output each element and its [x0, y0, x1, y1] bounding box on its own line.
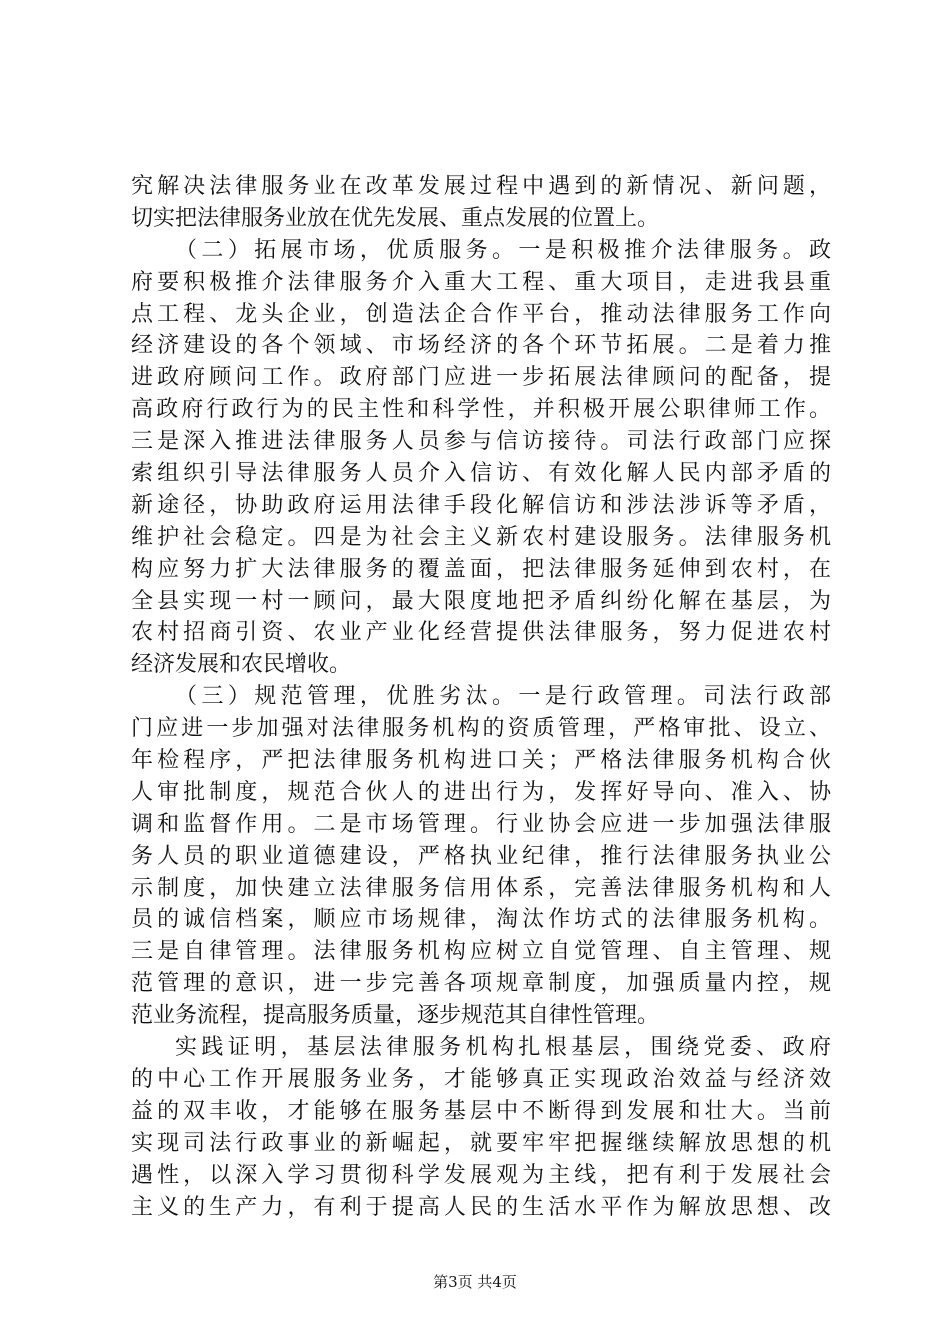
text-line: 农村招商引资、农业产业化经营提供法律服务，努力促进农村	[131, 620, 831, 646]
text-line: 范业务流程，提高服务质量，逐步规范其自律性管理。	[131, 1003, 660, 1029]
text-line: 进政府顾问工作。政府部门应进一步拓展法律顾问的配备，提	[131, 365, 831, 391]
text-line: 构应努力扩大法律服务的覆盖面，把法律服务延伸到农村，在	[131, 556, 831, 582]
text-line: 范管理的意识，进一步完善各项规章制度，加强质量内控，规	[131, 971, 831, 997]
paragraph-start-line: （三）规范管理，优胜劣汰。一是行政管理。司法行政部	[175, 684, 831, 710]
text-line: 索组织引导法律服务人员介入信访、有效化解人民内部矛盾的	[131, 461, 831, 487]
text-line: 的中心工作开展服务业务，才能够真正实现政治效益与经济效	[131, 1066, 831, 1092]
text-line: 究解决法律服务业在改革发展过程中遇到的新情况、新问题，	[131, 174, 831, 199]
text-line: 经济建设的各个领域、市场经济的各个环节拓展。二是着力推	[131, 333, 831, 359]
text-line: 点工程、龙头企业，创造法企合作平台，推动法律服务工作向	[131, 301, 831, 327]
text-line: 新途径，协助政府运用法律手段化解信访和涉法涉诉等矛盾，	[131, 492, 831, 518]
text-line: 遇性，以深入学习贯彻科学发展观为主线，把有利于发展社会	[131, 1162, 831, 1188]
text-line: 员的诚信档案，顺应市场规律，淘汰作坊式的法律服务机构。	[131, 907, 831, 933]
text-line: 人审批制度，规范合伙人的进出行为，发挥好导向、准入、协	[131, 779, 831, 805]
text-line: 全县实现一村一顾问，最大限度地把矛盾纠纷化解在基层，为	[131, 588, 831, 614]
text-line: 府要积极推介法律服务介入重大工程、重大项目，走进我县重	[131, 269, 831, 295]
text-line: 调和监督作用。二是市场管理。行业协会应进一步加强法律服	[131, 811, 831, 837]
text-line: 经济发展和农民增收。	[131, 652, 352, 678]
text-line: 年检程序，严把法律服务机构进口关；严格法律服务机构合伙	[131, 748, 831, 774]
text-line: 益的双丰收，才能够在服务基层中不断得到发展和壮大。当前	[131, 1098, 831, 1124]
text-line: 门应进一步加强对法律服务机构的资质管理，严格审批、设立、	[131, 716, 831, 742]
text-line: 切实把法律服务业放在优先发展、重点发展的位置上。	[131, 205, 660, 231]
text-line: 维护社会稳定。四是为社会主义新农村建设服务。法律服务机	[131, 524, 831, 550]
document-body	[131, 171, 831, 1223]
text-line: 主义的生产力，有利于提高人民的生活水平作为解放思想、改	[131, 1194, 831, 1220]
text-line: 高政府行政行为的民主性和科学性，并积极开展公职律师工作。	[131, 397, 831, 423]
page-footer	[0, 1272, 950, 1292]
text-line: 实现司法行政事业的新崛起，就要牢牢把握继续解放思想的机	[131, 1130, 831, 1156]
paragraph-start-line: 实践证明，基层法律服务机构扎根基层，围绕党委、政府	[175, 1035, 831, 1061]
paragraph-start-line: （二）拓展市场，优质服务。一是积极推介法律服务。政	[175, 237, 831, 263]
text-line: 三是深入推进法律服务人员参与信访接待。司法行政部门应探	[131, 429, 831, 455]
page-number-label: 第3页 共4页	[433, 1273, 517, 1291]
text-line: 务人员的职业道德建设，严格执业纪律，推行法律服务执业公	[131, 843, 831, 869]
text-line: 三是自律管理。法律服务机构应树立自觉管理、自主管理、规	[131, 939, 831, 965]
text-line: 示制度，加快建立法律服务信用体系，完善法律服务机构和人	[131, 875, 831, 901]
